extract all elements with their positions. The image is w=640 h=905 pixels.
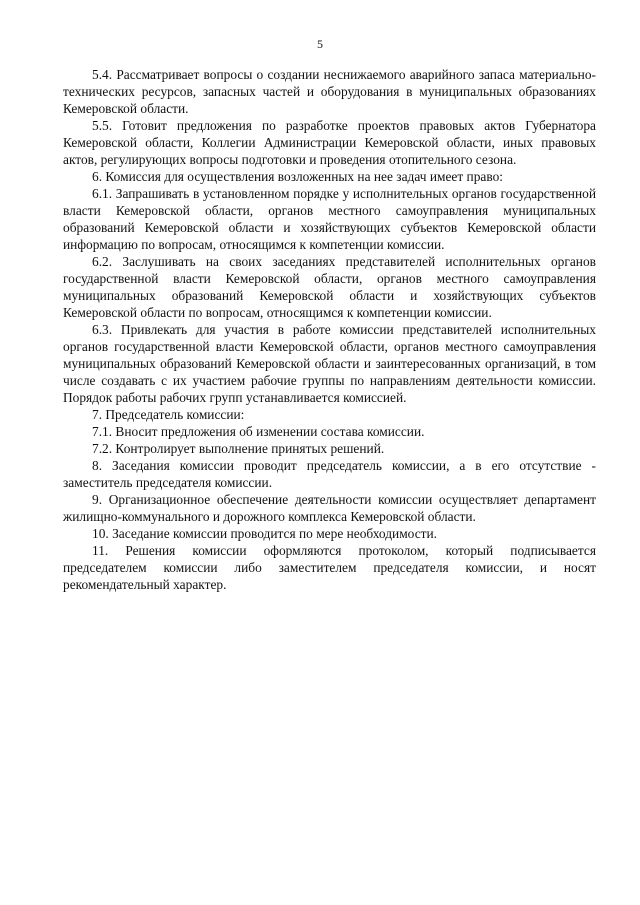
paragraph-9: 9. Организационное обеспечение деятельности комиссии осуществляет департамент жилищно-коммунального и дорожного комплекса Кемеровской области. [63,492,596,524]
page-number: 5 [317,37,323,51]
paragraph-5-5: 5.5. Готовит предложения по разработке проектов правовых актов Губернатора Кемеровской области, Коллегии Администрации Кемеровской области, иных правовых актов, регулирующих вопросы подготовки и проведения отопительного сезона. [63,118,596,167]
paragraph-7-1: 7.1. Вносит предложения об изменении состава комиссии. [92,424,425,439]
paragraph-5-4: 5.4. Рассматривает вопросы о создании неснижаемого аварийного запаса материально-технических ресурсов, запасных частей и оборудования в муниципальных образованиях Кемеровской области. [63,67,596,116]
paragraph-6: 6. Комиссия для осуществления возложенных на нее задач имеет право: [92,169,504,184]
paragraph-6-3: 6.3. Привлекать для участия в работе комиссии представителей исполнительных органов государственной власти Кемеровской области, органов местного самоуправления муниципальных образований Кемеровской области и заинтересованных организаций, в том числе создавать с их участием рабочие группы по направлениям деятельности комиссии. Порядок работы рабочих групп устанавливается комиссией. [63,322,596,405]
paragraph-8: 8. Заседания комиссии проводит председатель комиссии, а в его отсутствие - заместитель председателя комиссии. [63,458,596,490]
paragraph-6-2: 6.2. Заслушивать на своих заседаниях представителей исполнительных органов государственной власти Кемеровской области, органов местного самоуправления муниципальных образований Кемеровской области и хозяйствующих субъектов Кемеровской области по вопросам, относящимся к компетенции комиссии. [63,254,596,320]
paragraph-10: 10. Заседание комиссии проводится по мере необходимости. [92,526,438,541]
paragraph-11: 11. Решения комиссии оформляются протоколом, который подписывается председателем комиссии либо заместителем председателя комиссии, и носят рекомендательный характер. [63,543,596,592]
paragraph-6-1: 6.1. Запрашивать в установленном порядке у исполнительных органов государственной власти Кемеровской области, органов местного самоуправления муниципальных образований Кемеровской области и хозяйствующих субъектов Кемеровской области информацию по вопросам, относящимся к компетенции комиссии. [63,186,596,252]
paragraph-7-2: 7.2. Контролирует выполнение принятых решений. [92,441,385,456]
document-body [63,66,596,593]
paragraph-7: 7. Председатель комиссии: [92,407,245,422]
